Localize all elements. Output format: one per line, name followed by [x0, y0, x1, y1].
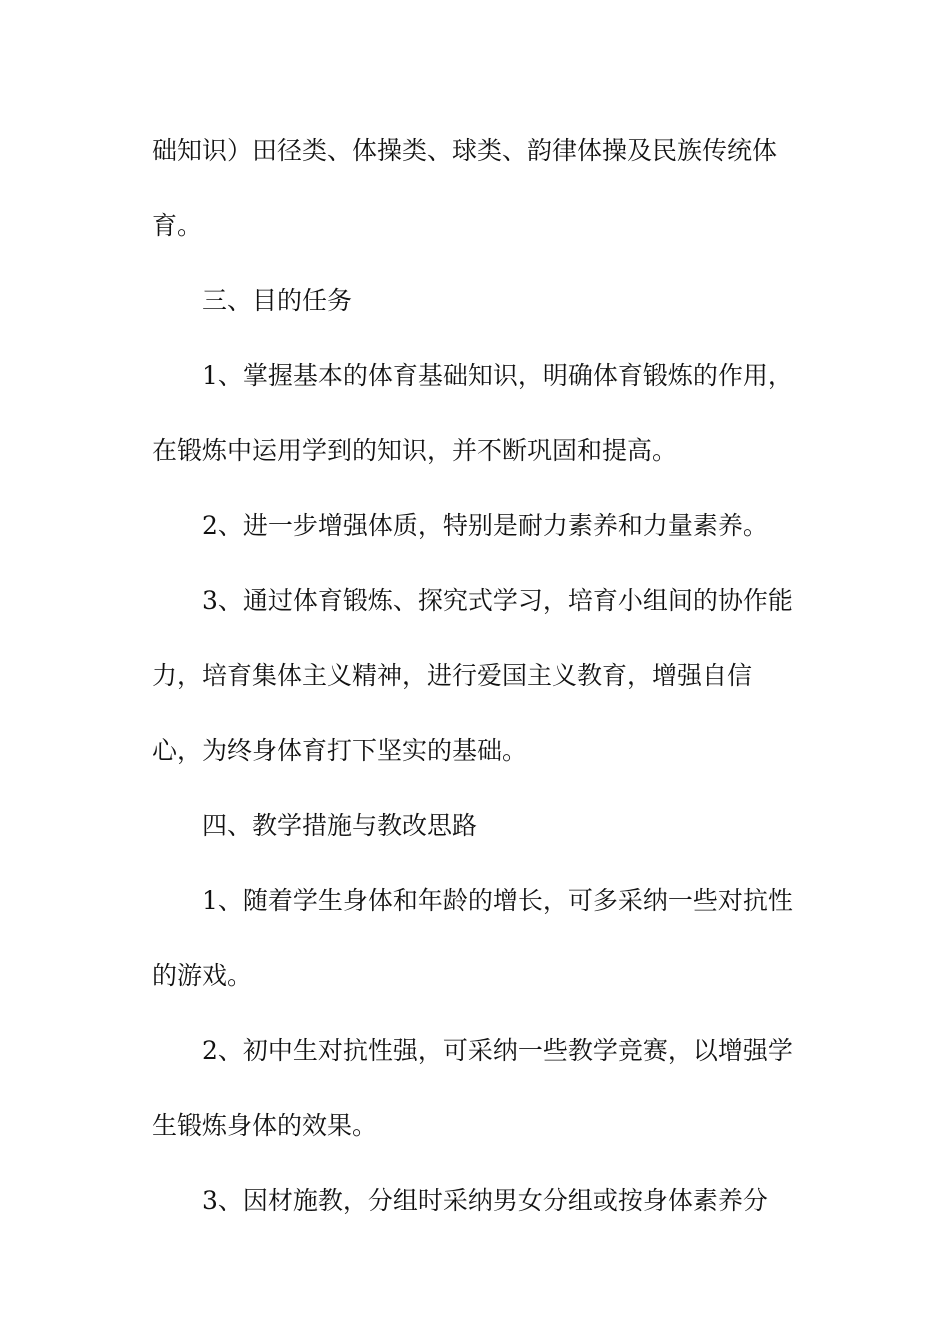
text-line-6: 2、进一步增强体质，特别是耐力素养和力量素养。: [202, 511, 768, 540]
text-line-11: 1、随着学生身体和年龄的增长，可多采纳一些对抗性: [202, 886, 793, 915]
text-line-4: 1、掌握基本的体育基础知识，明确体育锻炼的作用，: [202, 361, 793, 390]
text-line-8: 力，培育集体主义精神，进行爱国主义教育，增强自信: [152, 661, 753, 690]
text-line-15: 3、因材施教，分组时采纳男女分组或按身体素养分: [202, 1186, 768, 1215]
text-line-5: 在锻炼中运用学到的知识，并不断巩固和提高。: [152, 436, 678, 465]
text-line-9: 心，为终身体育打下坚实的基础。: [152, 736, 528, 765]
section-heading-3: 三、目的任务: [202, 286, 353, 315]
section-heading-4: 四、教学措施与教改思路: [202, 811, 478, 840]
text-line-12: 的游戏。: [152, 961, 253, 990]
text-line-2: 育。: [152, 211, 203, 240]
text-line-13: 2、初中生对抗性强，可采纳一些教学竞赛，以增强学: [202, 1036, 793, 1065]
text-line-1: 础知识）田径类、体操类、球类、韵律体操及民族传统体: [152, 136, 778, 165]
text-line-14: 生锻炼身体的效果。: [152, 1111, 378, 1140]
text-line-7: 3、通过体育锻炼、探究式学习，培育小组间的协作能: [202, 586, 793, 615]
